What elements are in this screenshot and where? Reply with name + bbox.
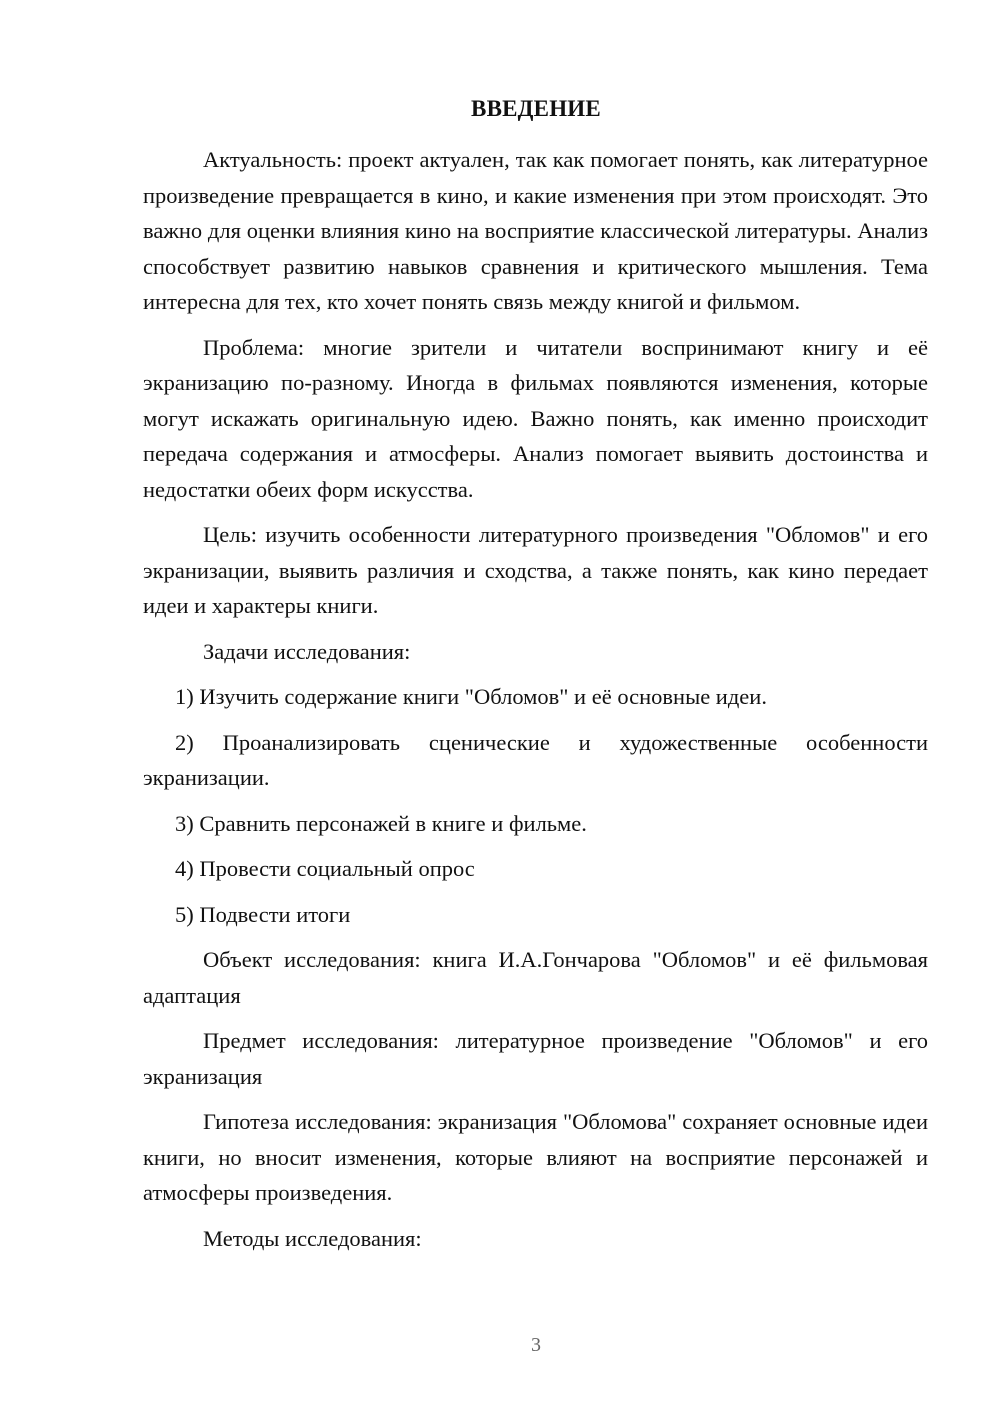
tasks-heading: Задачи исследования: <box>203 638 411 664</box>
paragraph-hypothesis: Гипотеза исследования: экранизация "Обломова" сохраняет основные идеи книги, но вносит изменения, которые влияют на восприятие персонажей и атмосферы произведения. <box>143 1109 928 1205</box>
paragraph-object: Объект исследования: книга И.А.Гончарова "Обломов" и её фильмовая адаптация <box>143 947 928 1008</box>
page-title: ВВЕДЕНИЕ <box>471 96 601 121</box>
page-number: 3 <box>531 1334 541 1356</box>
task-item-1: 1) Изучить содержание книги "Обломов" и её основные идеи. <box>175 684 767 709</box>
paragraph-relevance: Актуальность: проект актуален, так как помогает понять, как литературное произведение превращается в кино, и какие изменения при этом происходят. Это важно для оценки влияния кино на восприятие классической литературы. Анализ способствует развитию навыков сравнения и критического мышления. Тема интересна для тех, кто хочет понять связь между книгой и фильмом. <box>143 147 928 314</box>
document-body <box>143 142 928 1266</box>
methods-heading: Методы исследования: <box>203 1225 422 1251</box>
task-item-3: 3) Сравнить персонажей в книге и фильме. <box>175 810 587 836</box>
paragraph-subject: Предмет исследования: литературное произведение "Обломов" и его экранизация <box>143 1028 928 1089</box>
task-item-2: 2) Проанализировать сценические и художественные особенности экранизации. <box>143 729 928 790</box>
task-item-4: 4) Провести социальный опрос <box>175 856 475 881</box>
paragraph-goal: Цель: изучить особенности литературного произведения "Обломов" и его экранизации, выявить различия и сходства, а также понять, как кино передает идеи и характеры книги. <box>143 522 928 618</box>
task-item-5: 5) Подвести итоги <box>175 901 351 927</box>
paragraph-problem: Проблема: многие зрители и читатели воспринимают книгу и её экранизацию по-разному. Иногда в фильмах появляются изменения, которые могут искажать оригинальную идею. Важно понять, как именно происходит передача содержания и атмосферы. Анализ помогает выявить достоинства и недостатки обеих форм искусства. <box>143 334 928 502</box>
